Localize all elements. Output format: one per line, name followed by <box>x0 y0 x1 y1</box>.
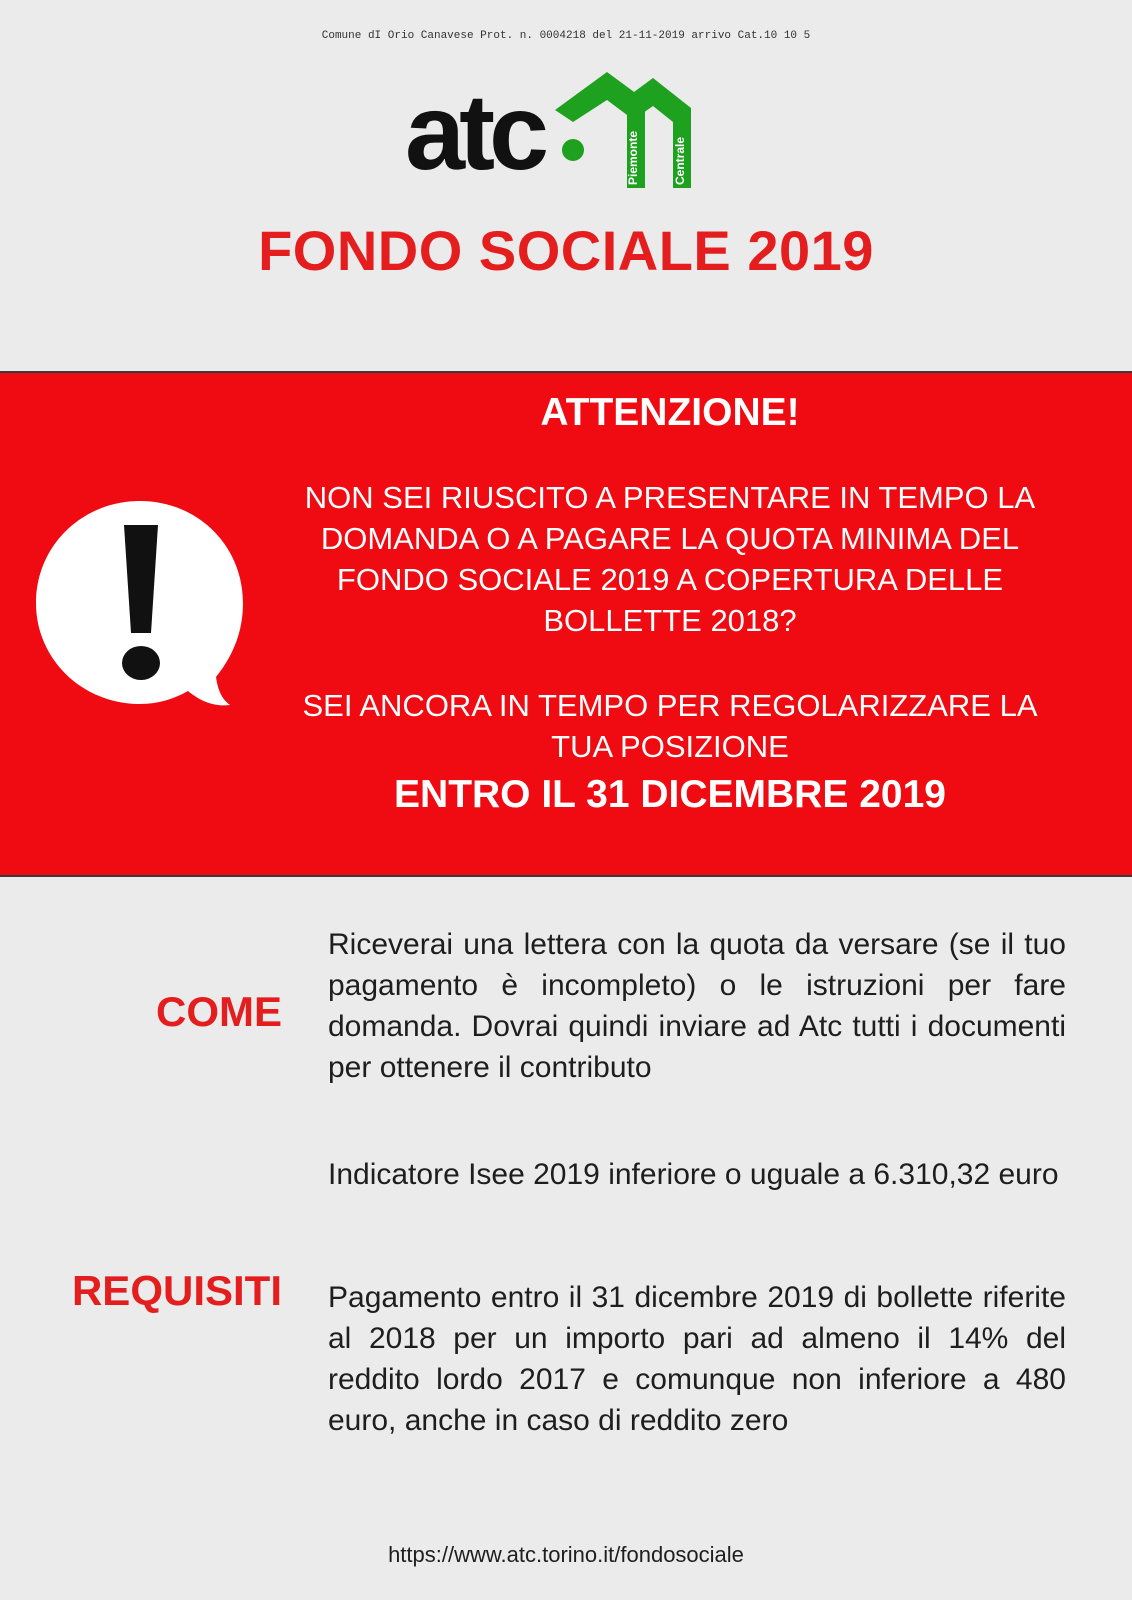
question-text: NON SEI RIUSCITO A PRESENTARE IN TEMPO LA DOMANDA O A PAGARE LA QUOTA MINIMA DEL FONDO SOCIALE 2019 A COPERTURA DELLE BOLLETTE 2018? <box>304 480 1036 638</box>
footer-url[interactable]: https://www.atc.torino.it/fondosociale <box>388 1542 744 1567</box>
protocol-stamp: Comune dI Orio Canavese Prot. n. 0004218 del 21-11-2019 arrivo Cat.10 10 5 <box>321 30 811 42</box>
deadline-text: ENTRO IL 31 DICEMBRE 2019 <box>394 773 946 816</box>
atc-logo <box>405 70 705 195</box>
requisiti-label: REQUISITI <box>71 1267 282 1314</box>
house-roof-icon <box>405 70 705 195</box>
page-title: FONDO SOCIALE 2019 <box>258 219 874 282</box>
come-label: COME <box>156 988 282 1035</box>
logo-text: atc <box>405 71 544 192</box>
still-time-text: SEI ANCORA IN TEMPO PER REGOLARIZZARE LA TUA POSIZIONE <box>302 688 1038 764</box>
logo-label-piemonte: Piemonte <box>626 130 640 185</box>
attention-banner <box>0 371 1132 877</box>
come-text: Riceverai una lettera con la quota da versare (se il tuo pagamento è incompleto) o le istruzioni per fare domanda. Dovrai quindi inviare ad Atc tutti i documenti per ottenere il contributo <box>328 928 1066 1084</box>
logo-label-centrale: Centrale <box>673 136 687 185</box>
exclamation-speech-bubble-icon <box>30 491 250 711</box>
attention-heading: ATTENZIONE! <box>540 391 800 434</box>
isee-requirement: Indicatore Isee 2019 inferiore o uguale a 6.310,32 euro <box>328 1158 1059 1191</box>
payment-requirement: Pagamento entro il 31 dicembre 2019 di bollette riferite al 2018 per un importo pari ad almeno il 14% del reddito lordo 2017 e comunque non inferiore a 480 euro, anche in caso di reddito zero <box>328 1281 1066 1437</box>
